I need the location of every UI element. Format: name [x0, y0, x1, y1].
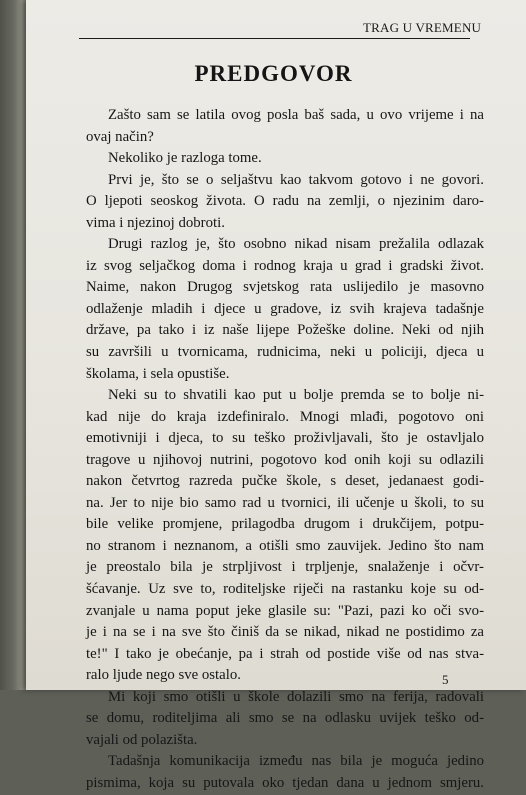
text-line: kad nije do kraja izdefiniralo. Mnogi mlađi, pogotovo oni [86, 408, 484, 425]
text-line: Neki su to shvatili kao put u bolje premda se to bolje ni- [108, 387, 484, 404]
page-number: 5 [442, 672, 449, 687]
text-line: Mi koji smo otišli u škole dolazili smo na ferija, radovali [108, 688, 484, 705]
text-line: Prvi je, što se o seljaštvu kao takvom gotovo i ne govori. [108, 171, 484, 188]
text-line: Zašto sam se latila ovog posla baš sada, u ovo vrijeme i na [108, 107, 484, 123]
text-line: O ljepoti seoskog života. O radu na zemlji, o njezinim darо- [86, 193, 484, 210]
text-line: iz svog seljačkog doma i rodnog kraja u grad i gradski život. [86, 257, 484, 274]
chapter-title: PREDGOVOR [194, 61, 353, 86]
text-line: pismima, koja su putovala oko tjedan dana u jednom smjeru. [86, 774, 484, 791]
text-line: zvanjale u nama poput jeke glasile su: "Pazi, pazi ko oči svo- [86, 602, 484, 619]
text-line: ralo ljude nego sve ostalo. [86, 667, 241, 684]
text-line: nakon četvrtog razreda pučke škole, s deset, jedanaest godi- [86, 473, 484, 490]
text-line: emotivniji i djeca, to su teško proživljavali, što je ostavljalo [86, 430, 484, 447]
text-line: školama, i sela opustiše. [86, 365, 230, 382]
text-line: bile velike promjene, prilagodba drugom i drukčijem, potpu- [86, 516, 484, 533]
header-rule [79, 38, 470, 39]
text-line: na. Jer to nije bio samo rad u tvornici, ili učenje u školi, to su [86, 494, 484, 511]
text-line: je i na se i na sve što činiš da se nikad, nikad ne postidimo za [86, 624, 484, 641]
text-line: vajali od polazišta. [86, 731, 198, 748]
text-line: Drugi razlog je, što osobno nikad nisam prežalila odlazak [108, 236, 484, 253]
text-line: te!" I tako je obećanje, pa i strah od postide više od nas stva- [86, 645, 484, 662]
text-line: su završili u tvornicama, rudnicima, neki u policiji, djeca u [86, 344, 484, 361]
text-line: Naime, nakon Drugog svjetskog rata uslijedilo je masovno [86, 279, 484, 296]
running-head: TRAG U VREMENU [363, 20, 482, 35]
text-line: tragove u njihovoj nutrini, pogotovo kod onih koji su odlazili [86, 451, 484, 468]
text-line: se domu, roditeljima ali smo se na odlasku uvijek teško od- [86, 710, 484, 727]
text-line: no stranom i neznanom, a otišli smo zauvijek. Jedino što nam [86, 537, 484, 554]
text-line: vima i njezinoj dobroti. [86, 214, 225, 231]
body-text [86, 105, 484, 795]
text-line: je preostalo bila je strpljivost i trpljenje, snalaženje i očvr- [86, 559, 484, 576]
text-line: odlaženje mladih i djece u gradove, iz svih krajeva tadašnje [86, 300, 484, 317]
text-line: šćavanje. Uz sve to, roditeljske riječi na rastanku koje su od- [86, 581, 484, 598]
text-line: Tadašnja komunikacija između nas bila je moguća jedino [108, 753, 484, 770]
book-page [26, 0, 526, 791]
text-line: ovaj način? [86, 128, 154, 145]
text-line: države, pa tako i iz naše lijepe Požeške doline. Neki od njih [86, 322, 484, 339]
text-line: Nekoliko je razloga tome. [108, 150, 262, 167]
